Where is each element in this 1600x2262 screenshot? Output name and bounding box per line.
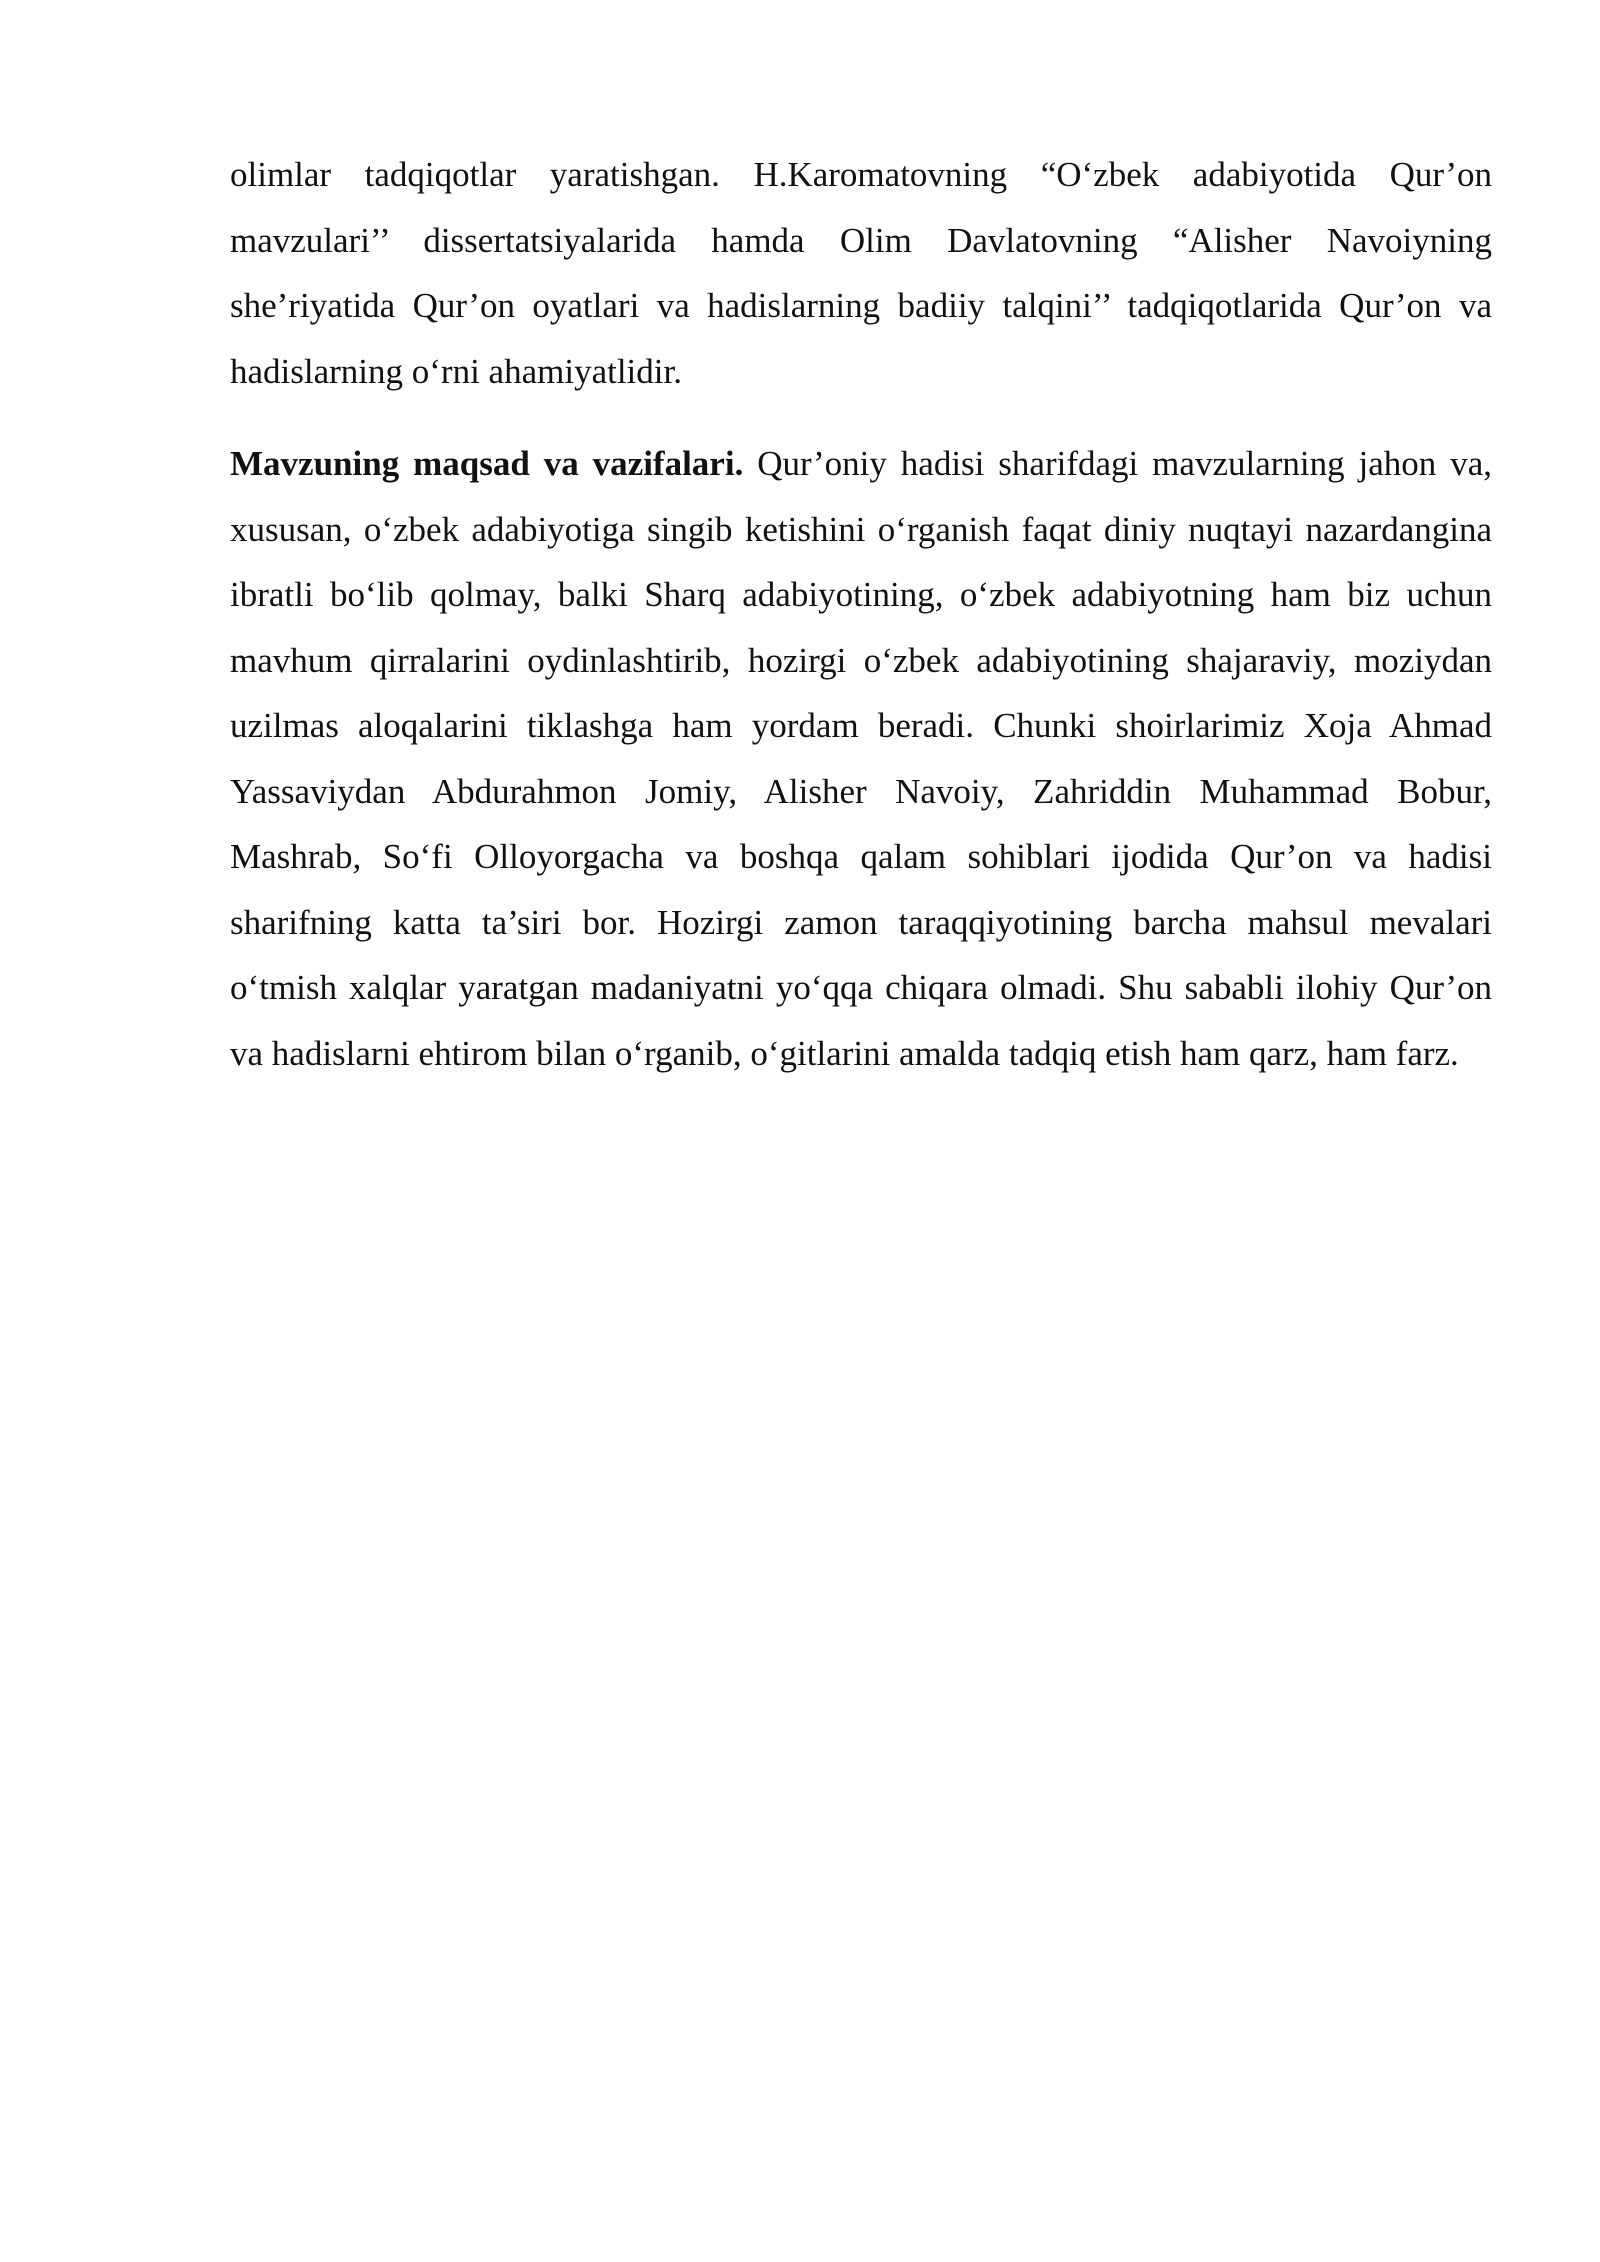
paragraph-1: olimlar tadqiqotlar yaratishgan. H.Karomatovning “O‘zbek adabiyotida Qur’on mavzulari’’ dissertatsiyalarida hamda Olim Davlatovning “Alisher Navoiyning she’riyatida Qur’on oyatlari va hadislarning badiiy talqini’’ tadqiqotlarida Qur’on va hadislarning o‘rni ahamiyatlidir. <box>230 155 1492 391</box>
section-heading: Mavzuning maqsad va vazifalari. <box>230 444 744 483</box>
paragraph-2 <box>230 431 1492 1086</box>
paragraph-2-body: Qur’oniy hadisi sharifdagi mavzularning jahon va, xususan, o‘zbek adabiyotiga singib ketishini o‘rganish faqat diniy nuqtayi nazardangina ibratli bo‘lib qolmay, balki Sharq adabiyotining, o‘zbek adabiyotning ham biz uchun mavhum qirralarini oydinlashtirib, hozirgi o‘zbek adabiyotining shajaraviy, moziydan uzilmas aloqalarini tiklashga ham yordam beradi. Chunki shoirlarimiz Xoja Ahmad Yassaviydan Abdurahmon Jomiy, Alisher Navoiy, Zahriddin Muhammad Bobur, Mashrab, So‘fi Olloyorgacha va boshqa qalam sohiblari ijodida Qur’on va hadisi sharifning katta ta’siri bor. Hozirgi zamon taraqqiyotining barcha mahsul mevalari o‘tmish xalqlar yaratgan madaniyatni yo‘qqa chiqara olmadi. Shu sababli ilohiy Qur’on va hadislarni ehtirom bilan o‘rganib, o‘gitlarini amalda tadqiq etish ham qarz, ham farz. <box>230 444 1493 1073</box>
document-body <box>230 142 1492 1086</box>
